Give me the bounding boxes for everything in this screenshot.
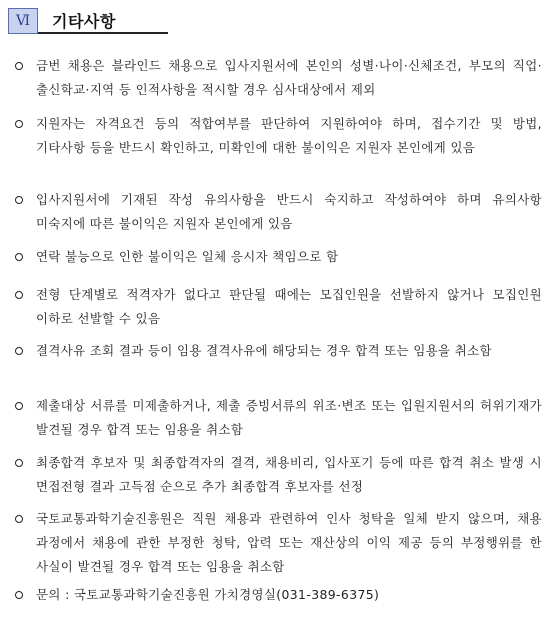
list-item	[12, 451, 542, 499]
list-item-text: 입사지원서에 기재된 작성 유의사항을 반드시 숙지하고 작성하여야 하며 유의사항 미숙지에 따른 불이익은 지원자 본인에게 있음	[36, 192, 542, 231]
list-item	[12, 507, 542, 579]
circle-bullet-icon	[12, 344, 26, 358]
list-item-text: 국토교통과학기술진흥원은 직원 채용과 관련하여 인사 청탁을 일체 받지 않으며, 채용 과정에서 채용에 관한 부정한 청탁, 압력 또는 재산상의 이익 제공 등의 부정행위를 한 사실이 발견될 경우 합격 또는 임용을 취소함	[36, 511, 542, 574]
list-item-text: 연락 불능으로 인한 불이익은 일체 응시자 책임으로 함	[36, 249, 339, 264]
list-item-text: 제출대상 서류를 미제출하거나, 제출 증빙서류의 위조·변조 또는 입원지원서의 허위기재가 발견될 경우 합격 또는 임용을 취소함	[36, 398, 542, 437]
section-number-badge: Ⅵ	[8, 8, 38, 34]
list-item	[12, 339, 542, 363]
section-header	[8, 8, 168, 36]
list-item-text: 결격사유 조회 결과 등이 임용 결격사유에 해당되는 경우 합격 또는 임용을 취소함	[36, 343, 492, 358]
list-item-text: 전형 단계별로 적격자가 없다고 판단될 때에는 모집인원을 선발하지 않거나 모집인원 이하로 선발할 수 있음	[36, 287, 542, 326]
circle-bullet-icon	[12, 456, 26, 470]
section-title: 기타사항	[52, 11, 116, 31]
list-item-text: 금번 채용은 블라인드 채용으로 입사지원서에 본인의 성별·나이·신체조건, 부모의 직업·출신학교·지역 등 인적사항을 적시할 경우 심사대상에서 제외	[36, 58, 542, 97]
circle-bullet-icon	[12, 250, 26, 264]
contact-text: 문의 : 국토교통과학기술진흥원 가치경영실(031-389-6375)	[36, 587, 380, 602]
circle-bullet-icon	[12, 193, 26, 207]
circle-bullet-icon	[12, 59, 26, 73]
list-item	[12, 112, 542, 160]
section-title-underline	[38, 8, 168, 34]
circle-bullet-icon	[12, 288, 26, 302]
list-item-text: 최종합격 후보자 및 최종합격자의 결격, 채용비리, 입사포기 등에 따른 합격 취소 발생 시 면접전형 결과 고득점 순으로 추가 최종합격 후보자를 선정	[36, 455, 542, 494]
list-item	[12, 283, 542, 331]
list-item	[12, 583, 542, 607]
circle-bullet-icon	[12, 117, 26, 131]
list-item	[12, 245, 542, 269]
circle-bullet-icon	[12, 512, 26, 526]
list-item	[12, 54, 542, 102]
list-item	[12, 394, 542, 442]
circle-bullet-icon	[12, 588, 26, 602]
list-item-text: 지원자는 자격요건 등의 적합여부를 판단하여 지원하여야 하며, 접수기간 및 방법, 기타사항 등을 반드시 확인하고, 미확인에 대한 불이익은 지원자 본인에게 있음	[36, 116, 542, 155]
list-item	[12, 188, 542, 236]
circle-bullet-icon	[12, 399, 26, 413]
